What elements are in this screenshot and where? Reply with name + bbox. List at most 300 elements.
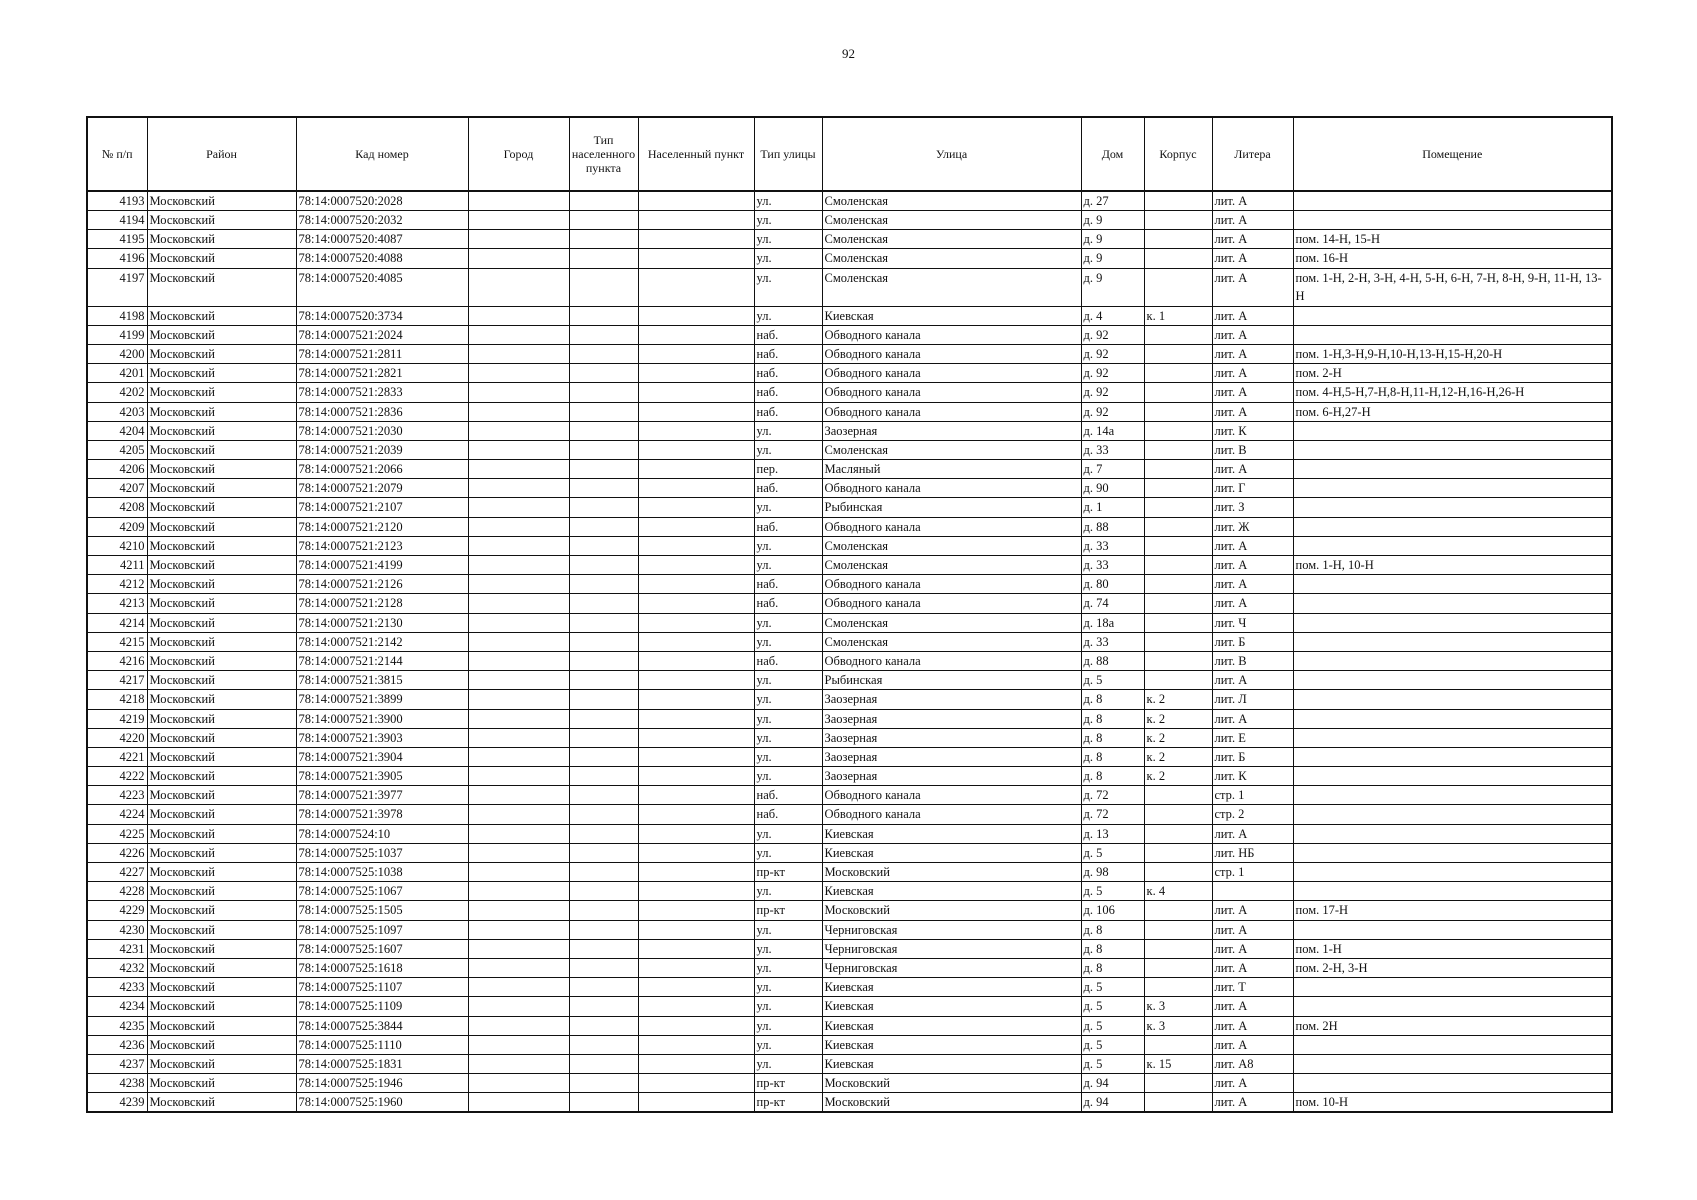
- cell-street: Черниговская: [822, 958, 1081, 977]
- cell-district: Московский: [147, 1093, 296, 1113]
- cell-building: к. 1: [1144, 306, 1212, 325]
- cell-settlement: [638, 498, 754, 517]
- cell-street: Смоленская: [822, 536, 1081, 555]
- cell-street-type: ул.: [754, 690, 822, 709]
- cell-district: Московский: [147, 498, 296, 517]
- cell-street-type: наб.: [754, 364, 822, 383]
- cell-letter: лит. А: [1212, 402, 1293, 421]
- cell-street: Киевская: [822, 1035, 1081, 1054]
- cell-house: д. 8: [1081, 747, 1144, 766]
- cell-num: 4232: [87, 958, 147, 977]
- cell-district: Московский: [147, 786, 296, 805]
- cell-district: Московский: [147, 344, 296, 363]
- cell-letter: лит. А: [1212, 556, 1293, 575]
- cell-settlement: [638, 402, 754, 421]
- cell-settlement-type: [569, 1054, 638, 1073]
- table-row: [87, 556, 1612, 575]
- cell-num: 4234: [87, 997, 147, 1016]
- cell-letter: лит. А: [1212, 594, 1293, 613]
- cell-cadastral: 78:14:0007521:2066: [296, 460, 468, 479]
- cell-house: д. 5: [1081, 882, 1144, 901]
- cell-premises: [1293, 211, 1612, 230]
- cell-num: 4229: [87, 901, 147, 920]
- cell-cadastral: 78:14:0007524:10: [296, 824, 468, 843]
- cell-city: [468, 632, 569, 651]
- cell-letter: лит. А: [1212, 536, 1293, 555]
- cell-settlement-type: [569, 843, 638, 862]
- cell-settlement-type: [569, 402, 638, 421]
- cell-building: [1144, 517, 1212, 536]
- table-row: [87, 364, 1612, 383]
- cell-settlement: [638, 1074, 754, 1093]
- cell-street-type: наб.: [754, 651, 822, 670]
- cell-settlement: [638, 364, 754, 383]
- cell-settlement-type: [569, 536, 638, 555]
- cell-premises: пом. 1-Н: [1293, 939, 1612, 958]
- cell-letter: лит. Б: [1212, 632, 1293, 651]
- cell-cadastral: 78:14:0007521:2142: [296, 632, 468, 651]
- cell-settlement-type: [569, 1016, 638, 1035]
- cell-letter: лит. А: [1212, 671, 1293, 690]
- cell-building: [1144, 594, 1212, 613]
- cell-num: 4222: [87, 767, 147, 786]
- cell-num: 4197: [87, 268, 147, 306]
- cell-settlement: [638, 901, 754, 920]
- cell-cadastral: 78:14:0007520:2032: [296, 211, 468, 230]
- table-row: [87, 1035, 1612, 1054]
- cell-letter: лит. А: [1212, 383, 1293, 402]
- cell-premises: пом. 10-Н: [1293, 1093, 1612, 1113]
- cell-letter: стр. 2: [1212, 805, 1293, 824]
- cell-num: 4196: [87, 249, 147, 268]
- header-district: Район: [147, 117, 296, 191]
- cell-street: Смоленская: [822, 211, 1081, 230]
- cell-street: Заозерная: [822, 421, 1081, 440]
- cell-letter: лит. Б: [1212, 747, 1293, 766]
- cell-settlement: [638, 479, 754, 498]
- table-row: [87, 1054, 1612, 1073]
- cell-num: 4195: [87, 230, 147, 249]
- cell-city: [468, 402, 569, 421]
- cell-num: 4211: [87, 556, 147, 575]
- cell-cadastral: 78:14:0007525:1037: [296, 843, 468, 862]
- header-street-type: Тип улицы: [754, 117, 822, 191]
- table-row: [87, 1093, 1612, 1113]
- cell-city: [468, 364, 569, 383]
- cell-street-type: ул.: [754, 978, 822, 997]
- cell-house: д. 98: [1081, 863, 1144, 882]
- cell-settlement: [638, 671, 754, 690]
- cell-house: д. 5: [1081, 978, 1144, 997]
- cell-premises: [1293, 651, 1612, 670]
- cell-building: [1144, 440, 1212, 459]
- cell-cadastral: 78:14:0007521:2107: [296, 498, 468, 517]
- cell-building: [1144, 978, 1212, 997]
- cell-letter: лит. А: [1212, 1035, 1293, 1054]
- cell-num: 4223: [87, 786, 147, 805]
- cell-district: Московский: [147, 882, 296, 901]
- table-row: [87, 517, 1612, 536]
- cell-settlement: [638, 1093, 754, 1113]
- cell-street: Черниговская: [822, 939, 1081, 958]
- cell-city: [468, 997, 569, 1016]
- cell-district: Московский: [147, 1016, 296, 1035]
- table-row: [87, 958, 1612, 977]
- cell-building: [1144, 1035, 1212, 1054]
- cell-street-type: ул.: [754, 421, 822, 440]
- cell-num: 4214: [87, 613, 147, 632]
- cell-cadastral: 78:14:0007525:1110: [296, 1035, 468, 1054]
- cell-cadastral: 78:14:0007521:2024: [296, 325, 468, 344]
- cell-building: к. 3: [1144, 997, 1212, 1016]
- cell-street-type: ул.: [754, 440, 822, 459]
- cell-house: д. 33: [1081, 440, 1144, 459]
- cell-cadastral: 78:14:0007521:2144: [296, 651, 468, 670]
- cell-settlement: [638, 843, 754, 862]
- cell-num: 4220: [87, 728, 147, 747]
- cell-street: Смоленская: [822, 613, 1081, 632]
- cell-cadastral: 78:14:0007521:2128: [296, 594, 468, 613]
- cell-street: Рыбинская: [822, 498, 1081, 517]
- cell-street: Заозерная: [822, 709, 1081, 728]
- cell-num: 4236: [87, 1035, 147, 1054]
- cell-street-type: наб.: [754, 402, 822, 421]
- cell-street-type: наб.: [754, 594, 822, 613]
- table-row: [87, 805, 1612, 824]
- cell-street-type: пр-кт: [754, 863, 822, 882]
- cell-letter: лит. Ч: [1212, 613, 1293, 632]
- cell-cadastral: 78:14:0007521:2079: [296, 479, 468, 498]
- cell-district: Московский: [147, 805, 296, 824]
- cell-settlement-type: [569, 690, 638, 709]
- cell-premises: [1293, 632, 1612, 651]
- cell-building: к. 2: [1144, 747, 1212, 766]
- cell-settlement-type: [569, 863, 638, 882]
- cell-settlement: [638, 728, 754, 747]
- cell-num: 4202: [87, 383, 147, 402]
- cell-house: д. 72: [1081, 786, 1144, 805]
- cell-settlement-type: [569, 421, 638, 440]
- cell-num: 4218: [87, 690, 147, 709]
- cell-premises: пом. 2-Н, 3-Н: [1293, 958, 1612, 977]
- cell-house: д. 8: [1081, 767, 1144, 786]
- cell-building: к. 2: [1144, 767, 1212, 786]
- cell-settlement: [638, 863, 754, 882]
- cell-district: Московский: [147, 211, 296, 230]
- cell-city: [468, 1016, 569, 1035]
- cell-street-type: наб.: [754, 344, 822, 363]
- cell-district: Московский: [147, 536, 296, 555]
- cell-building: [1144, 383, 1212, 402]
- cell-building: [1144, 249, 1212, 268]
- cell-street: Киевская: [822, 1016, 1081, 1035]
- cell-house: д. 106: [1081, 901, 1144, 920]
- cell-settlement: [638, 978, 754, 997]
- cell-num: 4221: [87, 747, 147, 766]
- cell-num: 4210: [87, 536, 147, 555]
- cell-premises: [1293, 786, 1612, 805]
- table-row: [87, 594, 1612, 613]
- cell-settlement-type: [569, 632, 638, 651]
- cell-district: Московский: [147, 997, 296, 1016]
- cell-premises: [1293, 690, 1612, 709]
- cell-settlement: [638, 632, 754, 651]
- cell-district: Московский: [147, 824, 296, 843]
- cell-building: [1144, 805, 1212, 824]
- cell-premises: пом. 2-Н: [1293, 364, 1612, 383]
- header-settlement-type: Тип населенного пункта: [569, 117, 638, 191]
- cell-street: Киевская: [822, 1054, 1081, 1073]
- cell-cadastral: 78:14:0007520:2028: [296, 191, 468, 211]
- cell-settlement-type: [569, 671, 638, 690]
- cell-street-type: наб.: [754, 786, 822, 805]
- header-row: [87, 117, 1612, 191]
- cell-city: [468, 863, 569, 882]
- cell-street: Заозерная: [822, 728, 1081, 747]
- cell-cadastral: 78:14:0007525:1038: [296, 863, 468, 882]
- table-row: [87, 575, 1612, 594]
- cell-street-type: ул.: [754, 498, 822, 517]
- cell-street-type: ул.: [754, 211, 822, 230]
- cell-city: [468, 536, 569, 555]
- cell-street: Обводного канала: [822, 786, 1081, 805]
- cell-city: [468, 786, 569, 805]
- cell-num: 4212: [87, 575, 147, 594]
- cell-street: Смоленская: [822, 230, 1081, 249]
- table-row: [87, 402, 1612, 421]
- cell-street-type: ул.: [754, 728, 822, 747]
- cell-premises: [1293, 1035, 1612, 1054]
- cell-num: 4194: [87, 211, 147, 230]
- cell-letter: лит. А: [1212, 325, 1293, 344]
- table-row: [87, 306, 1612, 325]
- table-body: [87, 191, 1612, 1112]
- cell-num: 4206: [87, 460, 147, 479]
- table-row: [87, 786, 1612, 805]
- table-row: [87, 460, 1612, 479]
- cell-district: Московский: [147, 460, 296, 479]
- table-row: [87, 843, 1612, 862]
- cell-num: 4227: [87, 863, 147, 882]
- cell-settlement: [638, 1035, 754, 1054]
- cell-settlement-type: [569, 997, 638, 1016]
- header-cadastral: Кад номер: [296, 117, 468, 191]
- cell-settlement-type: [569, 824, 638, 843]
- cell-street: Обводного канала: [822, 402, 1081, 421]
- cell-street: Киевская: [822, 997, 1081, 1016]
- cell-city: [468, 728, 569, 747]
- cell-house: д. 8: [1081, 920, 1144, 939]
- cell-premises: [1293, 882, 1612, 901]
- cell-street-type: ул.: [754, 824, 822, 843]
- cell-street: Обводного канала: [822, 479, 1081, 498]
- table-row: [87, 325, 1612, 344]
- table-row: [87, 651, 1612, 670]
- cell-street: Смоленская: [822, 249, 1081, 268]
- cell-num: 4216: [87, 651, 147, 670]
- cell-street: Заозерная: [822, 747, 1081, 766]
- cell-building: [1144, 671, 1212, 690]
- cell-street-type: наб.: [754, 575, 822, 594]
- table-row: [87, 1074, 1612, 1093]
- cell-district: Московский: [147, 383, 296, 402]
- cell-num: 4215: [87, 632, 147, 651]
- cell-settlement: [638, 536, 754, 555]
- cell-num: 4233: [87, 978, 147, 997]
- cell-house: д. 8: [1081, 728, 1144, 747]
- cell-building: [1144, 498, 1212, 517]
- cell-street-type: ул.: [754, 556, 822, 575]
- table-row: [87, 249, 1612, 268]
- cell-letter: лит. В: [1212, 651, 1293, 670]
- cell-district: Московский: [147, 939, 296, 958]
- cell-city: [468, 460, 569, 479]
- cell-street-type: ул.: [754, 1016, 822, 1035]
- cell-cadastral: 78:14:0007521:3900: [296, 709, 468, 728]
- cell-street: Заозерная: [822, 690, 1081, 709]
- cell-district: Московский: [147, 767, 296, 786]
- cell-street-type: наб.: [754, 479, 822, 498]
- cell-street-type: наб.: [754, 517, 822, 536]
- cell-district: Московский: [147, 268, 296, 306]
- cell-street: Заозерная: [822, 767, 1081, 786]
- cell-cadastral: 78:14:0007521:2811: [296, 344, 468, 363]
- cell-num: 4208: [87, 498, 147, 517]
- cell-street: Обводного канала: [822, 651, 1081, 670]
- header-letter: Литера: [1212, 117, 1293, 191]
- cell-district: Московский: [147, 671, 296, 690]
- cell-premises: [1293, 709, 1612, 728]
- cell-premises: [1293, 306, 1612, 325]
- cell-cadastral: 78:14:0007520:4088: [296, 249, 468, 268]
- table-row: [87, 383, 1612, 402]
- cell-settlement-type: [569, 479, 638, 498]
- cell-district: Московский: [147, 728, 296, 747]
- cell-district: Московский: [147, 230, 296, 249]
- cell-house: д. 80: [1081, 575, 1144, 594]
- cell-cadastral: 78:14:0007525:1107: [296, 978, 468, 997]
- cell-district: Московский: [147, 479, 296, 498]
- cell-building: [1144, 402, 1212, 421]
- table-row: [87, 690, 1612, 709]
- cell-num: 4204: [87, 421, 147, 440]
- cell-house: д. 8: [1081, 709, 1144, 728]
- cell-premises: [1293, 479, 1612, 498]
- cell-street-type: ул.: [754, 958, 822, 977]
- cell-settlement: [638, 249, 754, 268]
- cell-house: д. 1: [1081, 498, 1144, 517]
- cell-settlement: [638, 709, 754, 728]
- cell-num: 4226: [87, 843, 147, 862]
- cell-street: Московский: [822, 1093, 1081, 1113]
- cell-cadastral: 78:14:0007520:3734: [296, 306, 468, 325]
- cell-district: Московский: [147, 402, 296, 421]
- table-row: [87, 709, 1612, 728]
- cell-cadastral: 78:14:0007521:2130: [296, 613, 468, 632]
- table-row: [87, 767, 1612, 786]
- cell-settlement-type: [569, 211, 638, 230]
- cell-premises: пом. 4-Н,5-Н,7-Н,8-Н,11-Н,12-Н,16-Н,26-Н: [1293, 383, 1612, 402]
- cell-num: 4203: [87, 402, 147, 421]
- cell-settlement: [638, 517, 754, 536]
- cell-settlement-type: [569, 440, 638, 459]
- cell-street: Смоленская: [822, 632, 1081, 651]
- cell-house: д. 27: [1081, 191, 1144, 211]
- table-row: [87, 671, 1612, 690]
- cell-cadastral: 78:14:0007525:1946: [296, 1074, 468, 1093]
- cell-settlement: [638, 306, 754, 325]
- cell-building: [1144, 958, 1212, 977]
- cell-cadastral: 78:14:0007521:3904: [296, 747, 468, 766]
- cell-street: Обводного канала: [822, 517, 1081, 536]
- cell-street: Московский: [822, 1074, 1081, 1093]
- cell-letter: лит. А: [1212, 230, 1293, 249]
- cell-house: д. 72: [1081, 805, 1144, 824]
- cell-settlement: [638, 440, 754, 459]
- table-row: [87, 1016, 1612, 1035]
- cell-street-type: наб.: [754, 383, 822, 402]
- table-row: [87, 191, 1612, 211]
- cell-building: к. 3: [1144, 1016, 1212, 1035]
- cell-premises: пом. 1-Н, 2-Н, 3-Н, 4-Н, 5-Н, 6-Н, 7-Н, 8-Н, 9-Н, 11-Н, 13-Н: [1293, 268, 1612, 306]
- cell-num: 4199: [87, 325, 147, 344]
- cell-district: Московский: [147, 1035, 296, 1054]
- cell-letter: лит. А: [1212, 460, 1293, 479]
- cell-settlement-type: [569, 191, 638, 211]
- cell-num: 4193: [87, 191, 147, 211]
- cell-num: 4209: [87, 517, 147, 536]
- cell-settlement-type: [569, 268, 638, 306]
- cell-district: Московский: [147, 843, 296, 862]
- cell-district: Московский: [147, 421, 296, 440]
- cell-cadastral: 78:14:0007521:2039: [296, 440, 468, 459]
- cell-city: [468, 690, 569, 709]
- cell-building: [1144, 1093, 1212, 1113]
- cell-street: Обводного канала: [822, 344, 1081, 363]
- cell-settlement-type: [569, 498, 638, 517]
- cell-letter: лит. А: [1212, 1016, 1293, 1035]
- cell-city: [468, 939, 569, 958]
- table-row: [87, 882, 1612, 901]
- cell-district: Московский: [147, 690, 296, 709]
- cell-street-type: ул.: [754, 306, 822, 325]
- cell-premises: [1293, 863, 1612, 882]
- cell-letter: лит. К: [1212, 767, 1293, 786]
- cell-premises: пом. 1-Н, 10-Н: [1293, 556, 1612, 575]
- cell-settlement: [638, 805, 754, 824]
- cell-settlement-type: [569, 249, 638, 268]
- cell-city: [468, 498, 569, 517]
- cell-city: [468, 671, 569, 690]
- cell-city: [468, 211, 569, 230]
- cell-letter: лит. НБ: [1212, 843, 1293, 862]
- cell-settlement: [638, 594, 754, 613]
- header-premises: Помещение: [1293, 117, 1612, 191]
- cell-house: д. 18а: [1081, 613, 1144, 632]
- cell-letter: лит. А: [1212, 1074, 1293, 1093]
- cell-premises: пом. 1-Н,3-Н,9-Н,10-Н,13-Н,15-Н,20-Н: [1293, 344, 1612, 363]
- cell-street-type: наб.: [754, 805, 822, 824]
- cell-street-type: пер.: [754, 460, 822, 479]
- cell-district: Московский: [147, 978, 296, 997]
- cell-street-type: ул.: [754, 997, 822, 1016]
- cell-district: Московский: [147, 709, 296, 728]
- cell-premises: пом. 14-Н, 15-Н: [1293, 230, 1612, 249]
- cell-cadastral: 78:14:0007525:3844: [296, 1016, 468, 1035]
- table-row: [87, 863, 1612, 882]
- table-row: [87, 939, 1612, 958]
- cell-building: [1144, 863, 1212, 882]
